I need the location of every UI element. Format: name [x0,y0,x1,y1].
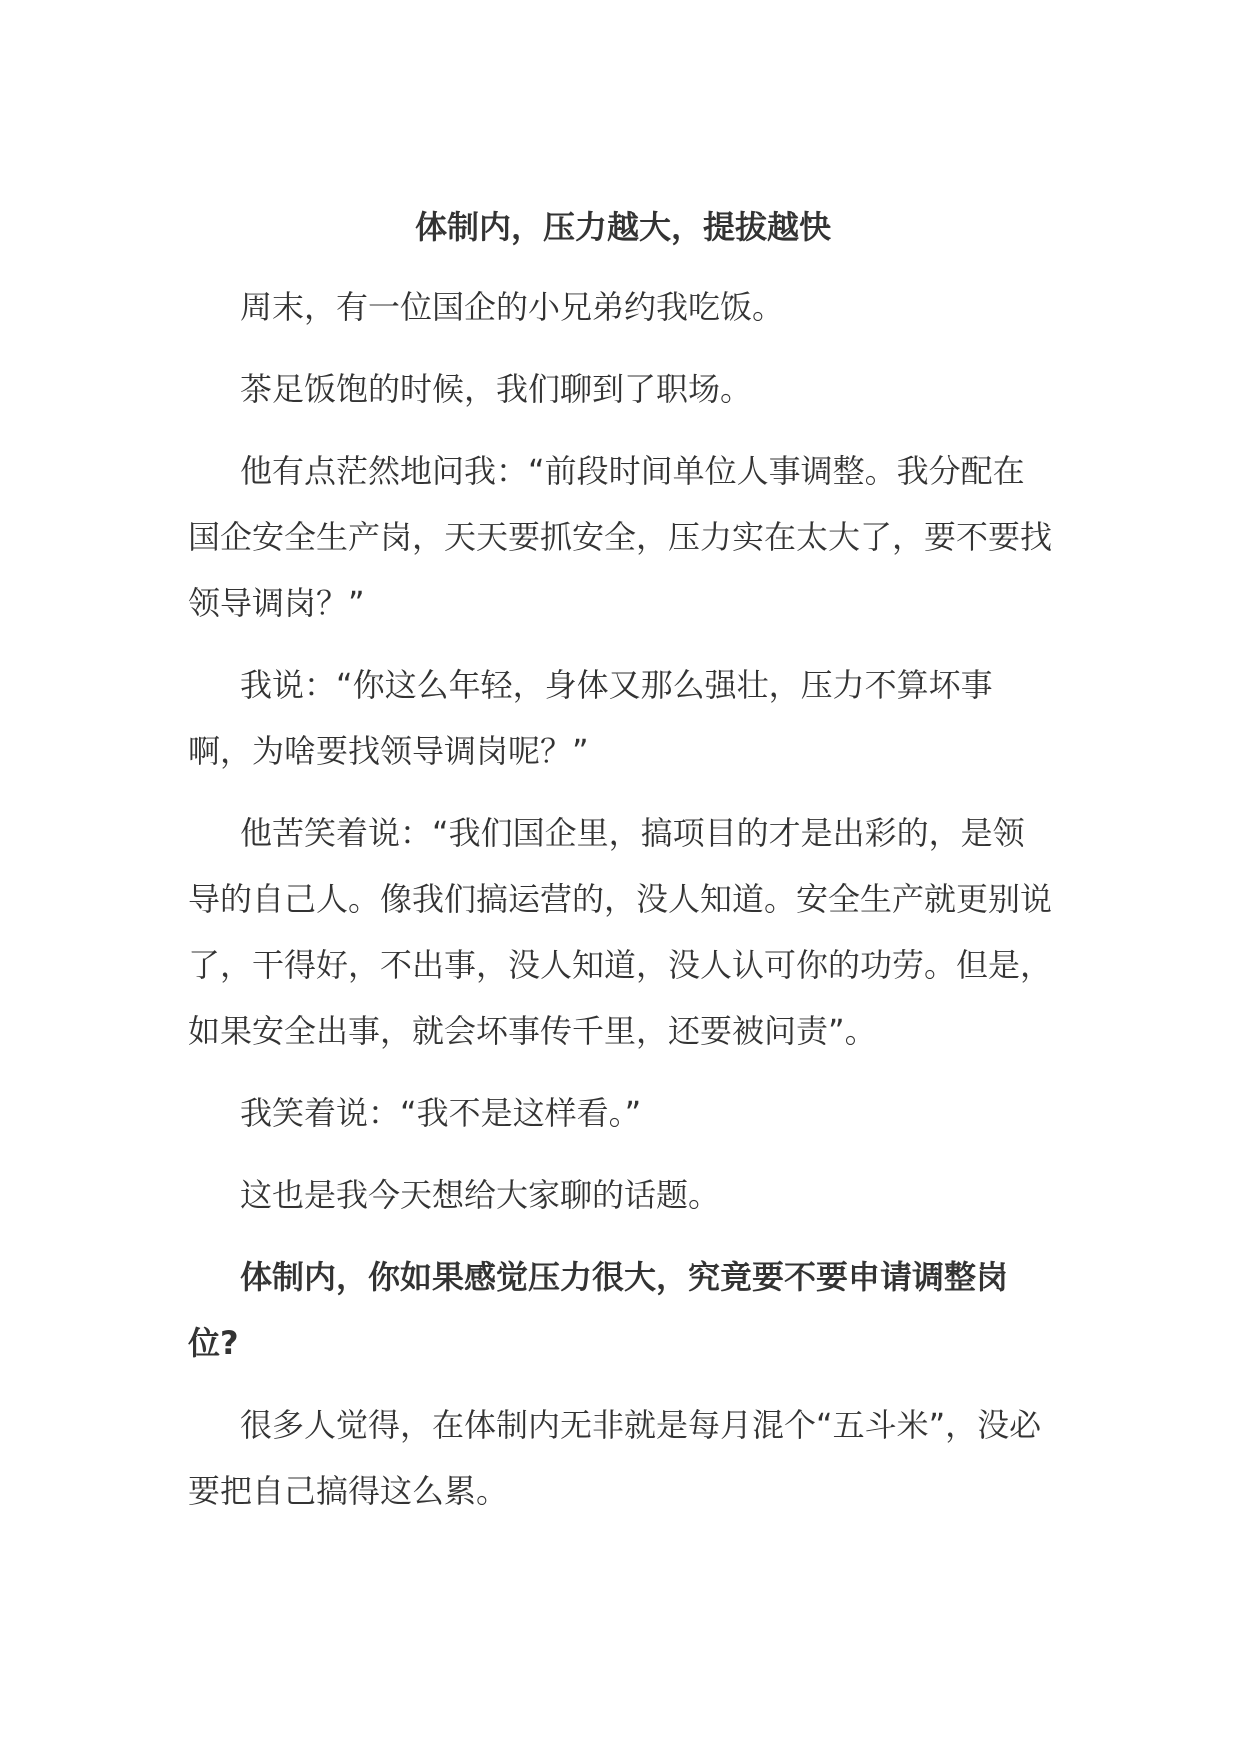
paragraph-workplace-talk: 茶足饭饱的时候，我们聊到了职场。 [240,370,753,408]
paragraph-key-question: 体制内，你如果感觉压力很大，究竟要不要申请调整岗位? [188,1258,1009,1362]
paragraph-common-view: 很多人觉得，在体制内无非就是每月混个“五斗米”，没必要把自己搞得这么累。 [188,1406,1042,1510]
paragraph-reply: 我说：“你这么年轻，身体又那么强壮，压力不算坏事啊，为啥要找领导调岗呢？” [188,666,993,770]
paragraph-question: 他有点茫然地问我：“前段时间单位人事调整。我分配在国企安全生产岗，天天要抓安全，压力实在太大了，要不要找领导调岗？” [188,452,1053,622]
paragraph-weekend-dinner: 周末，有一位国企的小兄弟约我吃饭。 [240,288,785,326]
paragraph-topic-intro: 这也是我今天想给大家聊的话题。 [240,1176,721,1214]
article-body [188,202,1052,1540]
article-title: 体制内，压力越大，提拔越快 [414,208,831,246]
paragraph-complaint: 他苦笑着说：“我们国企里，搞项目的才是出彩的，是领导的自己人。像我们搞运营的，没人知道。安全生产就更别说了，干得好，不出事，没人知道，没人认可你的功劳。但是，如果安全出事，就会坏事传千里，还要被问责”。 [188,814,1053,1050]
paragraph-disagree: 我笑着说：“我不是这样看。” [240,1094,642,1132]
